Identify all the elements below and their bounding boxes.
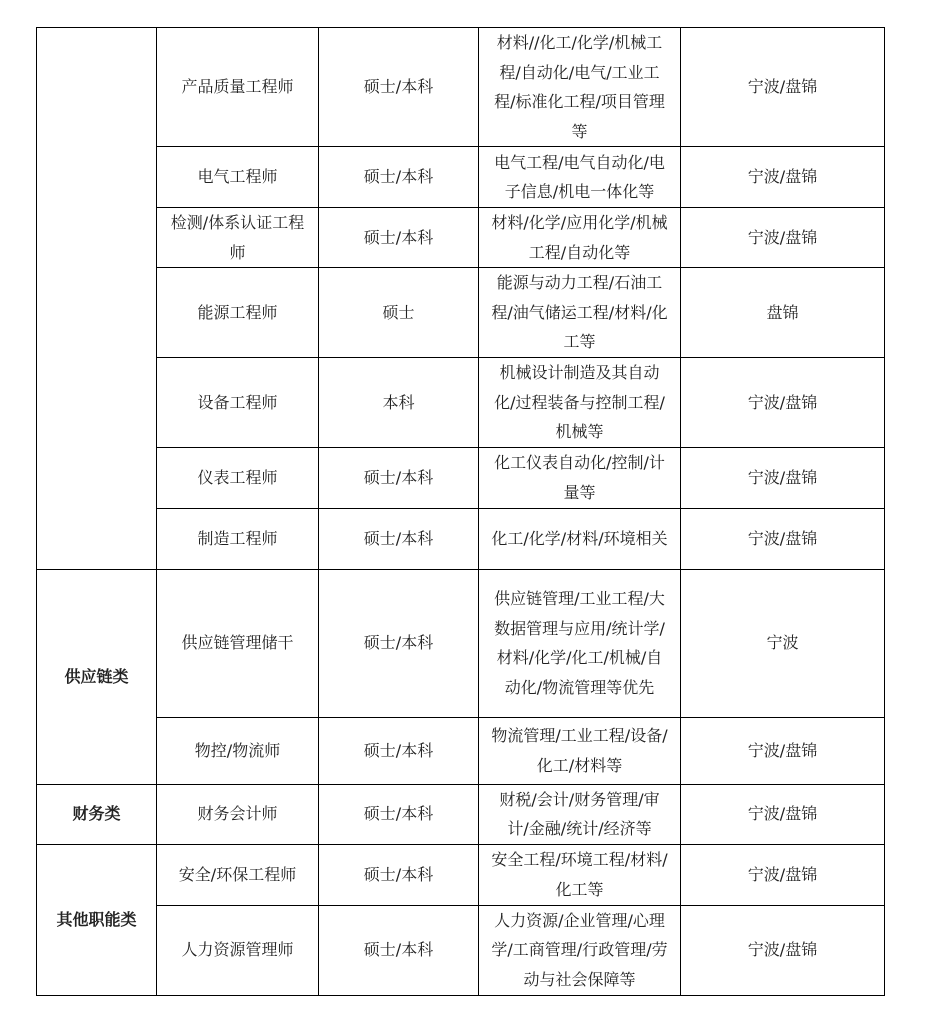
major-cell: 能源与动力工程/石油工程/油气储运工程/材料/化工等 xyxy=(479,268,681,358)
location-cell: 宁波/盘锦 xyxy=(681,508,885,569)
table-row xyxy=(37,28,885,147)
degree-cell: 硕士/本科 xyxy=(319,717,479,784)
location-cell: 宁波/盘锦 xyxy=(681,844,885,905)
category-cell xyxy=(37,28,157,570)
degree-cell: 硕士/本科 xyxy=(319,905,479,995)
position-cell: 能源工程师 xyxy=(157,268,319,358)
degree-cell: 硕士 xyxy=(319,268,479,358)
position-cell: 制造工程师 xyxy=(157,508,319,569)
position-cell: 人力资源管理师 xyxy=(157,905,319,995)
position-cell: 物控/物流师 xyxy=(157,717,319,784)
position-cell: 检测/体系认证工程师 xyxy=(157,208,319,268)
position-cell: 供应链管理储干 xyxy=(157,569,319,717)
degree-cell: 硕士/本科 xyxy=(319,28,479,147)
table-row xyxy=(37,447,885,508)
major-cell: 人力资源/企业管理/心理学/工商管理/行政管理/劳动与社会保障等 xyxy=(479,905,681,995)
position-cell: 仪表工程师 xyxy=(157,447,319,508)
location-cell: 盘锦 xyxy=(681,268,885,358)
table-row xyxy=(37,717,885,784)
location-cell: 宁波 xyxy=(681,569,885,717)
table-row xyxy=(37,147,885,208)
location-cell: 宁波/盘锦 xyxy=(681,28,885,147)
category-cell: 其他职能类 xyxy=(37,844,157,995)
position-cell: 财务会计师 xyxy=(157,784,319,844)
major-cell: 材料//化工/化学/机械工程/自动化/电气/工业工程/标准化工程/项目管理等 xyxy=(479,28,681,147)
degree-cell: 硕士/本科 xyxy=(319,208,479,268)
major-cell: 安全工程/环境工程/材料/化工等 xyxy=(479,844,681,905)
table-row xyxy=(37,268,885,358)
location-cell: 宁波/盘锦 xyxy=(681,447,885,508)
location-cell: 宁波/盘锦 xyxy=(681,905,885,995)
table-row xyxy=(37,905,885,995)
degree-cell: 硕士/本科 xyxy=(319,844,479,905)
recruitment-table xyxy=(36,27,885,996)
category-cell: 财务类 xyxy=(37,784,157,844)
location-cell: 宁波/盘锦 xyxy=(681,147,885,208)
major-cell: 机械设计制造及其自动化/过程装备与控制工程/机械等 xyxy=(479,358,681,448)
degree-cell: 硕士/本科 xyxy=(319,447,479,508)
table-row xyxy=(37,569,885,717)
table-row xyxy=(37,208,885,268)
major-cell: 化工/化学/材料/环境相关 xyxy=(479,508,681,569)
degree-cell: 硕士/本科 xyxy=(319,569,479,717)
major-cell: 供应链管理/工业工程/大数据管理与应用/统计学/材料/化学/化工/机械/自动化/物流管理等优先 xyxy=(479,569,681,717)
major-cell: 财税/会计/财务管理/审计/金融/统计/经济等 xyxy=(479,784,681,844)
category-cell: 供应链类 xyxy=(37,569,157,784)
table-row xyxy=(37,784,885,844)
position-cell: 安全/环保工程师 xyxy=(157,844,319,905)
major-cell: 电气工程/电气自动化/电子信息/机电一体化等 xyxy=(479,147,681,208)
location-cell: 宁波/盘锦 xyxy=(681,208,885,268)
location-cell: 宁波/盘锦 xyxy=(681,717,885,784)
degree-cell: 硕士/本科 xyxy=(319,784,479,844)
table-row xyxy=(37,844,885,905)
table-row xyxy=(37,358,885,448)
degree-cell: 硕士/本科 xyxy=(319,508,479,569)
location-cell: 宁波/盘锦 xyxy=(681,358,885,448)
major-cell: 化工仪表自动化/控制/计量等 xyxy=(479,447,681,508)
major-cell: 物流管理/工业工程/设备/化工/材料等 xyxy=(479,717,681,784)
position-cell: 电气工程师 xyxy=(157,147,319,208)
position-cell: 设备工程师 xyxy=(157,358,319,448)
major-cell: 材料/化学/应用化学/机械工程/自动化等 xyxy=(479,208,681,268)
position-cell: 产品质量工程师 xyxy=(157,28,319,147)
degree-cell: 本科 xyxy=(319,358,479,448)
degree-cell: 硕士/本科 xyxy=(319,147,479,208)
table-row xyxy=(37,508,885,569)
location-cell: 宁波/盘锦 xyxy=(681,784,885,844)
